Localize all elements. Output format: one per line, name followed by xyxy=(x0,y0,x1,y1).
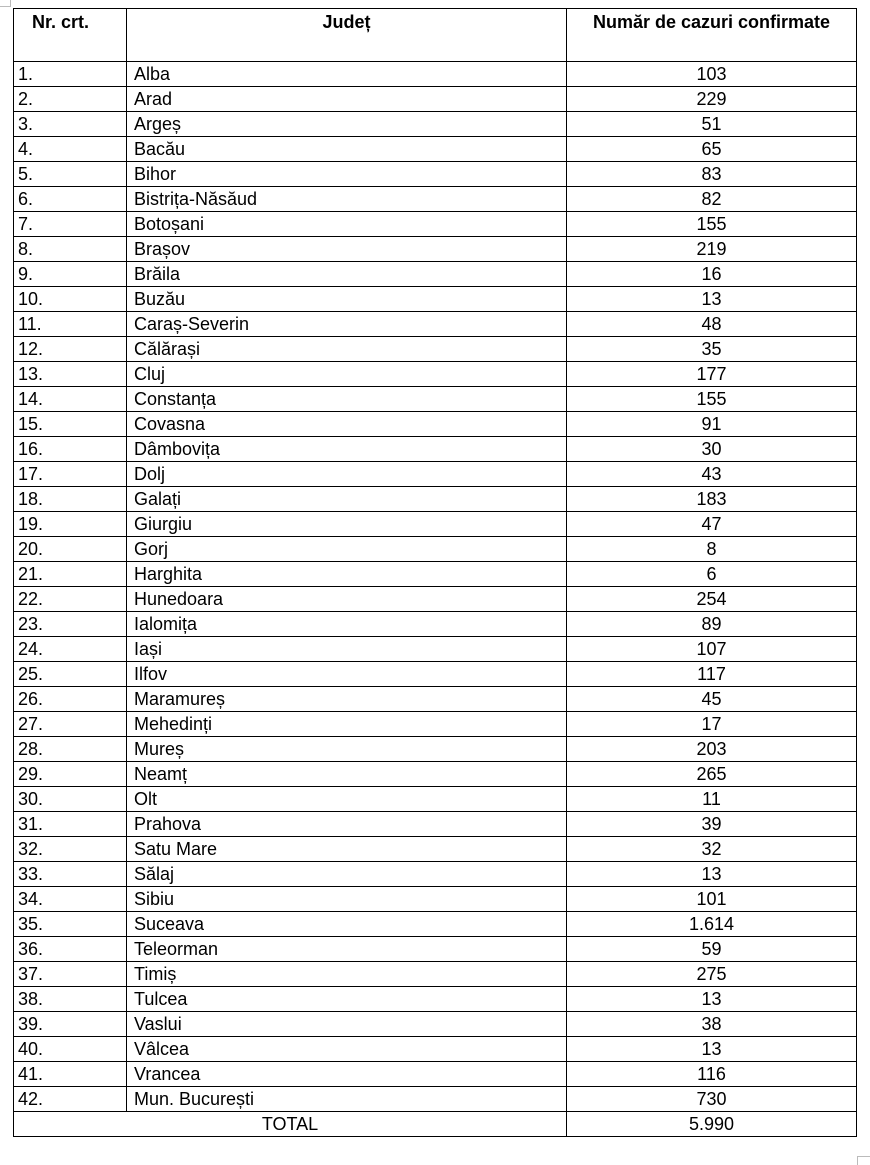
row-number-cell: 41. xyxy=(14,1062,127,1087)
row-number-cell: 42. xyxy=(14,1087,127,1112)
table-row xyxy=(14,662,857,687)
table-row xyxy=(14,912,857,937)
county-name-cell: Olt xyxy=(127,787,567,812)
county-name-cell: Suceava xyxy=(127,912,567,937)
row-number-cell: 26. xyxy=(14,687,127,712)
confirmed-count-cell: 265 xyxy=(567,762,857,787)
table-row xyxy=(14,1037,857,1062)
table-row xyxy=(14,262,857,287)
confirmed-count-cell: 275 xyxy=(567,962,857,987)
table-row xyxy=(14,987,857,1012)
row-number-cell: 24. xyxy=(14,637,127,662)
confirmed-count-cell: 1.614 xyxy=(567,912,857,937)
confirmed-count-cell: 83 xyxy=(567,162,857,187)
county-name-cell: Mehedinți xyxy=(127,712,567,737)
page-corner-mark xyxy=(0,0,11,7)
confirmed-count-cell: 47 xyxy=(567,512,857,537)
confirmed-count-cell: 51 xyxy=(567,112,857,137)
county-name-cell: Botoșani xyxy=(127,212,567,237)
confirmed-count-cell: 107 xyxy=(567,637,857,662)
table-row xyxy=(14,137,857,162)
row-number-cell: 18. xyxy=(14,487,127,512)
county-name-cell: Gorj xyxy=(127,537,567,562)
confirmed-count-cell: 101 xyxy=(567,887,857,912)
table-row xyxy=(14,1012,857,1037)
county-name-cell: Teleorman xyxy=(127,937,567,962)
confirmed-count-cell: 43 xyxy=(567,462,857,487)
county-name-cell: Giurgiu xyxy=(127,512,567,537)
row-number-cell: 36. xyxy=(14,937,127,962)
table-row xyxy=(14,387,857,412)
confirmed-count-cell: 30 xyxy=(567,437,857,462)
table-row xyxy=(14,637,857,662)
table-row xyxy=(14,87,857,112)
table-row xyxy=(14,162,857,187)
county-name-cell: Ilfov xyxy=(127,662,567,687)
county-name-cell: Mureș xyxy=(127,737,567,762)
table-row xyxy=(14,512,857,537)
county-name-cell: Covasna xyxy=(127,412,567,437)
county-name-cell: Argeș xyxy=(127,112,567,137)
row-number-cell: 4. xyxy=(14,137,127,162)
county-name-cell: Bacău xyxy=(127,137,567,162)
row-number-cell: 2. xyxy=(14,87,127,112)
row-number-cell: 1. xyxy=(14,62,127,87)
county-name-cell: Brașov xyxy=(127,237,567,262)
row-number-cell: 12. xyxy=(14,337,127,362)
table-row xyxy=(14,412,857,437)
table-row xyxy=(14,837,857,862)
row-number-cell: 40. xyxy=(14,1037,127,1062)
confirmed-count-cell: 35 xyxy=(567,337,857,362)
confirmed-count-cell: 6 xyxy=(567,562,857,587)
row-number-cell: 29. xyxy=(14,762,127,787)
total-label: TOTAL xyxy=(14,1112,567,1137)
table-body xyxy=(14,62,857,1112)
table-row xyxy=(14,62,857,87)
confirmed-count-cell: 117 xyxy=(567,662,857,687)
confirmed-count-cell: 11 xyxy=(567,787,857,812)
county-name-cell: Dâmbovița xyxy=(127,437,567,462)
confirmed-count-cell: 59 xyxy=(567,937,857,962)
table-row xyxy=(14,537,857,562)
table-row xyxy=(14,462,857,487)
confirmed-count-cell: 8 xyxy=(567,537,857,562)
row-number-cell: 35. xyxy=(14,912,127,937)
table-row xyxy=(14,337,857,362)
table-row xyxy=(14,237,857,262)
confirmed-count-cell: 16 xyxy=(567,262,857,287)
table-row xyxy=(14,887,857,912)
confirmed-count-cell: 254 xyxy=(567,587,857,612)
county-name-cell: Timiș xyxy=(127,962,567,987)
row-number-cell: 7. xyxy=(14,212,127,237)
confirmed-count-cell: 89 xyxy=(567,612,857,637)
row-number-cell: 23. xyxy=(14,612,127,637)
county-name-cell: Buzău xyxy=(127,287,567,312)
row-number-cell: 5. xyxy=(14,162,127,187)
row-number-cell: 22. xyxy=(14,587,127,612)
row-number-cell: 20. xyxy=(14,537,127,562)
header-confirmed-cases: Număr de cazuri confirmate xyxy=(567,9,857,62)
table-row xyxy=(14,212,857,237)
county-name-cell: Harghita xyxy=(127,562,567,587)
county-name-cell: Caraș-Severin xyxy=(127,312,567,337)
confirmed-count-cell: 183 xyxy=(567,487,857,512)
table-row xyxy=(14,312,857,337)
county-name-cell: Sălaj xyxy=(127,862,567,887)
table-row xyxy=(14,612,857,637)
row-number-cell: 9. xyxy=(14,262,127,287)
table-row xyxy=(14,587,857,612)
table-row xyxy=(14,1087,857,1112)
row-number-cell: 34. xyxy=(14,887,127,912)
table-row xyxy=(14,787,857,812)
confirmed-count-cell: 32 xyxy=(567,837,857,862)
confirmed-count-cell: 203 xyxy=(567,737,857,762)
table-row xyxy=(14,1062,857,1087)
row-number-cell: 8. xyxy=(14,237,127,262)
confirmed-count-cell: 229 xyxy=(567,87,857,112)
county-name-cell: Arad xyxy=(127,87,567,112)
confirmed-count-cell: 730 xyxy=(567,1087,857,1112)
confirmed-count-cell: 116 xyxy=(567,1062,857,1087)
table-row xyxy=(14,862,857,887)
county-name-cell: Vâlcea xyxy=(127,1037,567,1062)
row-number-cell: 10. xyxy=(14,287,127,312)
table-row xyxy=(14,812,857,837)
confirmed-count-cell: 13 xyxy=(567,987,857,1012)
row-number-cell: 14. xyxy=(14,387,127,412)
row-number-cell: 27. xyxy=(14,712,127,737)
table-row xyxy=(14,737,857,762)
county-name-cell: Constanța xyxy=(127,387,567,412)
confirmed-count-cell: 91 xyxy=(567,412,857,437)
row-number-cell: 33. xyxy=(14,862,127,887)
row-number-cell: 3. xyxy=(14,112,127,137)
county-name-cell: Alba xyxy=(127,62,567,87)
table-row xyxy=(14,562,857,587)
county-name-cell: Neamț xyxy=(127,762,567,787)
page-corner-mark xyxy=(857,1156,870,1165)
table-row xyxy=(14,937,857,962)
county-name-cell: Tulcea xyxy=(127,987,567,1012)
table-row xyxy=(14,762,857,787)
confirmed-count-cell: 13 xyxy=(567,862,857,887)
table-row xyxy=(14,112,857,137)
confirmed-count-cell: 45 xyxy=(567,687,857,712)
table-row xyxy=(14,287,857,312)
row-number-cell: 28. xyxy=(14,737,127,762)
row-number-cell: 38. xyxy=(14,987,127,1012)
table-row xyxy=(14,962,857,987)
confirmed-count-cell: 103 xyxy=(567,62,857,87)
confirmed-count-cell: 38 xyxy=(567,1012,857,1037)
confirmed-count-cell: 155 xyxy=(567,212,857,237)
county-name-cell: Vaslui xyxy=(127,1012,567,1037)
row-number-cell: 31. xyxy=(14,812,127,837)
row-number-cell: 25. xyxy=(14,662,127,687)
table-row xyxy=(14,712,857,737)
confirmed-count-cell: 82 xyxy=(567,187,857,212)
table-total-row xyxy=(14,1112,857,1137)
row-number-cell: 21. xyxy=(14,562,127,587)
confirmed-count-cell: 48 xyxy=(567,312,857,337)
table-row xyxy=(14,437,857,462)
row-number-cell: 15. xyxy=(14,412,127,437)
county-name-cell: Cluj xyxy=(127,362,567,387)
county-name-cell: Hunedoara xyxy=(127,587,567,612)
table-header-row xyxy=(14,9,857,62)
county-name-cell: Satu Mare xyxy=(127,837,567,862)
row-number-cell: 13. xyxy=(14,362,127,387)
row-number-cell: 16. xyxy=(14,437,127,462)
row-number-cell: 32. xyxy=(14,837,127,862)
table-row xyxy=(14,187,857,212)
header-nr-crt: Nr. crt. xyxy=(14,9,127,62)
county-name-cell: Bihor xyxy=(127,162,567,187)
confirmed-count-cell: 13 xyxy=(567,287,857,312)
cases-by-county-table xyxy=(13,8,857,1137)
cases-table-container xyxy=(13,8,856,1137)
row-number-cell: 30. xyxy=(14,787,127,812)
row-number-cell: 6. xyxy=(14,187,127,212)
table-row xyxy=(14,687,857,712)
header-judet: Județ xyxy=(127,9,567,62)
county-name-cell: Mun. București xyxy=(127,1087,567,1112)
row-number-cell: 39. xyxy=(14,1012,127,1037)
confirmed-count-cell: 13 xyxy=(567,1037,857,1062)
confirmed-count-cell: 39 xyxy=(567,812,857,837)
county-name-cell: Călărași xyxy=(127,337,567,362)
total-count: 5.990 xyxy=(567,1112,857,1137)
confirmed-count-cell: 65 xyxy=(567,137,857,162)
row-number-cell: 11. xyxy=(14,312,127,337)
county-name-cell: Galați xyxy=(127,487,567,512)
table-row xyxy=(14,487,857,512)
county-name-cell: Prahova xyxy=(127,812,567,837)
county-name-cell: Ialomița xyxy=(127,612,567,637)
row-number-cell: 19. xyxy=(14,512,127,537)
county-name-cell: Dolj xyxy=(127,462,567,487)
row-number-cell: 17. xyxy=(14,462,127,487)
county-name-cell: Sibiu xyxy=(127,887,567,912)
confirmed-count-cell: 17 xyxy=(567,712,857,737)
row-number-cell: 37. xyxy=(14,962,127,987)
confirmed-count-cell: 219 xyxy=(567,237,857,262)
county-name-cell: Iași xyxy=(127,637,567,662)
county-name-cell: Bistrița-Năsăud xyxy=(127,187,567,212)
confirmed-count-cell: 155 xyxy=(567,387,857,412)
county-name-cell: Maramureș xyxy=(127,687,567,712)
table-row xyxy=(14,362,857,387)
county-name-cell: Vrancea xyxy=(127,1062,567,1087)
confirmed-count-cell: 177 xyxy=(567,362,857,387)
county-name-cell: Brăila xyxy=(127,262,567,287)
